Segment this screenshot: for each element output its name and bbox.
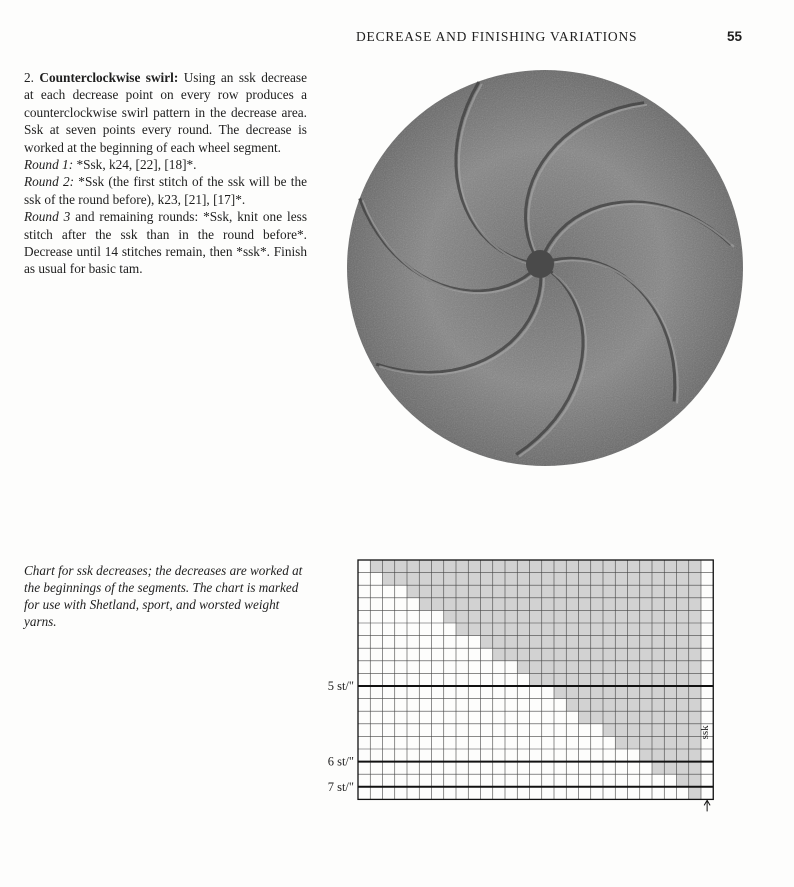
chart-shaded-cell xyxy=(628,686,640,699)
chart-shaded-cell xyxy=(505,610,517,623)
chart-shaded-cell xyxy=(652,598,664,611)
chart-shaded-cell xyxy=(542,636,554,649)
chart-shaded-cell xyxy=(640,673,652,686)
chart-shaded-cell xyxy=(542,623,554,636)
chart-shaded-cell xyxy=(456,560,468,573)
chart-shaded-cell xyxy=(603,585,615,598)
chart-shaded-cell xyxy=(615,560,627,573)
tam-crown-center xyxy=(526,250,554,278)
chart-shaded-cell xyxy=(554,610,566,623)
chart-shaded-cell xyxy=(640,699,652,712)
chart-shaded-cell xyxy=(615,699,627,712)
chart-shaded-cell xyxy=(689,787,701,800)
chart-shaded-cell xyxy=(554,636,566,649)
chart-shaded-cell xyxy=(554,585,566,598)
chart-shaded-cell xyxy=(628,610,640,623)
chart-shaded-cell xyxy=(591,573,603,586)
chart-shaded-cell xyxy=(628,585,640,598)
chart-shaded-cell xyxy=(591,711,603,724)
chart-shaded-cell xyxy=(603,598,615,611)
chart-shaded-cell xyxy=(579,661,591,674)
chart-shaded-cell xyxy=(493,573,505,586)
chart-shaded-cell xyxy=(530,636,542,649)
chart-shaded-cell xyxy=(628,648,640,661)
chart-shaded-cell xyxy=(468,585,480,598)
chart-shaded-cell xyxy=(554,623,566,636)
chart-shaded-cell xyxy=(603,636,615,649)
chart-shaded-cell xyxy=(628,661,640,674)
chart-shaded-cell xyxy=(603,686,615,699)
chart-shaded-cell xyxy=(603,661,615,674)
chart-shaded-cell xyxy=(517,585,529,598)
chart-shaded-cell xyxy=(640,585,652,598)
chart-shaded-cell xyxy=(603,673,615,686)
chart-shaded-cell xyxy=(566,686,578,699)
chart-shaded-cell xyxy=(689,762,701,775)
chart-shaded-cell xyxy=(579,560,591,573)
chart-shaded-cell xyxy=(664,661,676,674)
chart-shaded-cell xyxy=(664,673,676,686)
chart-shaded-cell xyxy=(566,673,578,686)
chart-shaded-cell xyxy=(554,661,566,674)
chart-shaded-cell xyxy=(652,699,664,712)
chart-shaded-cell xyxy=(603,610,615,623)
chart-shaded-cell xyxy=(652,648,664,661)
chart-shaded-cell xyxy=(677,774,689,787)
chart-shaded-cell xyxy=(689,673,701,686)
chart-shaded-cell xyxy=(628,699,640,712)
chart-shaded-cell xyxy=(481,598,493,611)
chart-shaded-cell xyxy=(677,636,689,649)
chart-shaded-cell xyxy=(603,623,615,636)
chart-shaded-cell xyxy=(628,598,640,611)
chart-shaded-cell xyxy=(370,560,382,573)
chart-shaded-cell xyxy=(689,560,701,573)
chart-shaded-cell xyxy=(579,610,591,623)
chart-shaded-cell xyxy=(640,623,652,636)
chart-shaded-cell xyxy=(566,598,578,611)
instruction-text xyxy=(24,69,307,278)
chart-shaded-cell xyxy=(493,636,505,649)
chart-shaded-cell xyxy=(615,610,627,623)
chart-shaded-cell xyxy=(664,573,676,586)
chart-shaded-cell xyxy=(677,736,689,749)
chart-shaded-cell xyxy=(591,636,603,649)
chart-shaded-cell xyxy=(554,560,566,573)
chart-shaded-cell xyxy=(530,673,542,686)
chart-shaded-cell xyxy=(456,573,468,586)
chart-shaded-cell xyxy=(542,585,554,598)
chart-shaded-cell xyxy=(689,749,701,762)
chart-shaded-cell xyxy=(689,636,701,649)
chart-shaded-cell xyxy=(579,648,591,661)
chart-shaded-cell xyxy=(456,623,468,636)
chart-shaded-cell xyxy=(419,585,431,598)
chart-shaded-cell xyxy=(579,598,591,611)
chart-shaded-cell xyxy=(456,585,468,598)
gauge-label: 7 st/" xyxy=(327,779,354,794)
section-paragraph xyxy=(24,69,307,156)
chart-shaded-cell xyxy=(664,648,676,661)
chart-shaded-cell xyxy=(579,623,591,636)
chart-shaded-cell xyxy=(456,610,468,623)
chart-shaded-cell xyxy=(517,648,529,661)
chart-shaded-cell xyxy=(628,711,640,724)
chart-shaded-cell xyxy=(579,573,591,586)
page-number: 55 xyxy=(727,29,743,44)
chart-shaded-cell xyxy=(566,648,578,661)
chart-shaded-cell xyxy=(664,610,676,623)
chart-shaded-cell xyxy=(591,686,603,699)
chart-shaded-cell xyxy=(677,749,689,762)
chart-shaded-cell xyxy=(481,610,493,623)
chart-caption: Chart for ssk decreases; the decreases are worked at the beginnings of the segments. The chart is marked for use with Shetland, sport, and worsted weight yarns. xyxy=(24,563,303,629)
chart-shaded-cell xyxy=(444,610,456,623)
chart-shaded-cell xyxy=(664,585,676,598)
chart-shaded-cell xyxy=(505,636,517,649)
chart-shaded-cell xyxy=(652,610,664,623)
chart-shaded-cell xyxy=(640,610,652,623)
chart-shaded-cell xyxy=(640,749,652,762)
chart-shaded-cell xyxy=(566,560,578,573)
chart-shaded-cell xyxy=(566,623,578,636)
chart-shaded-cell xyxy=(542,648,554,661)
chart-shaded-cell xyxy=(603,573,615,586)
gauge-label: 5 st/" xyxy=(327,679,354,693)
chart-shaded-cell xyxy=(677,673,689,686)
chart-shaded-cell xyxy=(664,736,676,749)
round-3: Round 3 and remaining rounds: *Ssk, knit one less stitch after the ssk than in the round before*. Decrease until 14 stitches remain, then *ssk*. Finish as usual for basic tam. xyxy=(24,209,307,277)
chart-shaded-cell xyxy=(652,636,664,649)
chart-shaded-cell xyxy=(689,699,701,712)
tam-photo xyxy=(340,64,750,470)
chart-shaded-cell xyxy=(677,661,689,674)
section-number: 2. xyxy=(24,70,34,85)
chart-shaded-cell xyxy=(530,610,542,623)
chart-shaded-cell xyxy=(542,673,554,686)
chart-shaded-cell xyxy=(517,610,529,623)
chart-shaded-cell xyxy=(603,648,615,661)
chart-shaded-cell xyxy=(530,598,542,611)
chart-shaded-cell xyxy=(689,711,701,724)
chart-shaded-cell xyxy=(677,623,689,636)
chart-shaded-cell xyxy=(689,610,701,623)
chart-shaded-cell xyxy=(652,661,664,674)
chart-shaded-cell xyxy=(579,699,591,712)
chart-shaded-cell xyxy=(542,610,554,623)
chart-shaded-cell xyxy=(493,598,505,611)
chart-shaded-cell xyxy=(640,573,652,586)
gauge-label: 6 st/" xyxy=(327,754,354,769)
chart-shaded-cell xyxy=(419,560,431,573)
chart-shaded-cell xyxy=(677,724,689,737)
chart-shaded-cell xyxy=(554,686,566,699)
chart-shaded-cell xyxy=(505,598,517,611)
chart-shaded-cell xyxy=(530,661,542,674)
chart-shaded-cell xyxy=(432,573,444,586)
chart-shaded-cell xyxy=(652,560,664,573)
chart-shaded-cell xyxy=(456,598,468,611)
chart-shaded-cell xyxy=(554,598,566,611)
chart-shaded-cell xyxy=(579,636,591,649)
chart-shaded-cell xyxy=(554,673,566,686)
chart-shaded-cell xyxy=(444,560,456,573)
chart-shaded-cell xyxy=(554,573,566,586)
chart-shaded-cell xyxy=(554,648,566,661)
chart-shaded-cell xyxy=(468,623,480,636)
chart-shaded-cell xyxy=(517,560,529,573)
chart-shaded-cell xyxy=(615,724,627,737)
chart-shaded-cell xyxy=(395,560,407,573)
chart-shaded-cell xyxy=(640,711,652,724)
chart-shaded-cell xyxy=(481,560,493,573)
chart-shaded-cell xyxy=(591,610,603,623)
chart-shaded-cell xyxy=(615,585,627,598)
chart-shaded-cell xyxy=(444,573,456,586)
chart-shaded-cell xyxy=(517,636,529,649)
chart-shaded-cell xyxy=(481,636,493,649)
chart-shaded-cell xyxy=(419,598,431,611)
chart-shaded-cell xyxy=(652,585,664,598)
chart-shaded-cell xyxy=(615,573,627,586)
chart-shaded-cell xyxy=(615,711,627,724)
chart-shaded-cell xyxy=(615,661,627,674)
round-1: Round 1: *Ssk, k24, [22], [18]*. xyxy=(24,157,197,173)
chart-shaded-cell xyxy=(530,560,542,573)
chart-shaded-cell xyxy=(664,623,676,636)
round-2: Round 2: *Ssk (the first stitch of the ssk will be the ssk of the round before), k23, [21], [17]*. xyxy=(24,174,308,207)
chart-shaded-cell xyxy=(640,724,652,737)
chart-shaded-cell xyxy=(603,724,615,737)
chart-shaded-cell xyxy=(628,636,640,649)
chart-shaded-cell xyxy=(628,560,640,573)
chart-shaded-cell xyxy=(505,560,517,573)
chart-shaded-cell xyxy=(664,598,676,611)
chart-shaded-cell xyxy=(603,711,615,724)
chart-shaded-cell xyxy=(664,686,676,699)
chart-shaded-cell xyxy=(542,560,554,573)
chart-shaded-cell xyxy=(664,699,676,712)
chart-shaded-cell xyxy=(652,623,664,636)
chart-shaded-cell xyxy=(677,686,689,699)
chart-shaded-cell xyxy=(591,598,603,611)
chart-shaded-cell xyxy=(542,598,554,611)
chart-shaded-cell xyxy=(444,598,456,611)
chart-shaded-cell xyxy=(615,636,627,649)
chart-shaded-cell xyxy=(505,648,517,661)
chart-shaded-cell xyxy=(677,648,689,661)
chart-shaded-cell xyxy=(603,699,615,712)
chart-shaded-cell xyxy=(444,585,456,598)
chart-shaded-cell xyxy=(640,686,652,699)
chart-shaded-cell xyxy=(677,560,689,573)
chart-shaded-cell xyxy=(517,598,529,611)
chart-shaded-cell xyxy=(615,686,627,699)
chart-shaded-cell xyxy=(628,623,640,636)
chart-shaded-cell xyxy=(432,598,444,611)
chart-shaded-cell xyxy=(468,610,480,623)
chart-shaded-cell xyxy=(640,598,652,611)
section-heading: Counterclockwise swirl: xyxy=(39,70,179,85)
chart-shaded-cell xyxy=(652,686,664,699)
chart-shaded-cell xyxy=(468,560,480,573)
chart-shaded-cell xyxy=(505,585,517,598)
chart-shaded-cell xyxy=(579,711,591,724)
chart-shaded-cell xyxy=(493,623,505,636)
chart-shaded-cell xyxy=(530,648,542,661)
chart-shaded-cell xyxy=(407,585,419,598)
chart-shaded-cell xyxy=(677,711,689,724)
chart-shaded-cell xyxy=(664,636,676,649)
chart-shaded-cell xyxy=(677,699,689,712)
chart-shaded-cell xyxy=(591,648,603,661)
chart-shaded-cell xyxy=(689,686,701,699)
chart-shaded-cell xyxy=(640,661,652,674)
chart-shaded-cell xyxy=(664,560,676,573)
chart-shaded-cell xyxy=(517,573,529,586)
chart-shaded-cell xyxy=(566,699,578,712)
chart-shaded-cell xyxy=(677,610,689,623)
chart-shaded-cell xyxy=(652,724,664,737)
chart-shaded-cell xyxy=(640,736,652,749)
section-intro: Using an ssk decrease at each decrease point on every row produces a counterclockwise swirl pattern in the decrease area. Ssk at seven points every round. The decrease is worked at the beginning of each wheel segment. xyxy=(24,70,307,155)
chart-shaded-cell xyxy=(579,585,591,598)
chart-shaded-cell xyxy=(481,585,493,598)
chart-shaded-cell xyxy=(628,736,640,749)
chart-shaded-cell xyxy=(591,699,603,712)
chart-shaded-cell xyxy=(566,661,578,674)
ssk-column-label: ssk xyxy=(699,725,712,740)
chart-shaded-cell xyxy=(579,686,591,699)
chart-shaded-cell xyxy=(664,749,676,762)
chart-shaded-cell xyxy=(615,623,627,636)
chart-shaded-cell xyxy=(628,724,640,737)
chart-shaded-cell xyxy=(652,711,664,724)
chart-shaded-cell xyxy=(493,560,505,573)
chart-shaded-cell xyxy=(677,585,689,598)
chart-shaded-cell xyxy=(493,585,505,598)
chart-shaded-cell xyxy=(566,636,578,649)
chart-shaded-cell xyxy=(432,560,444,573)
chart-shaded-cell xyxy=(615,673,627,686)
chart-shaded-cell xyxy=(664,711,676,724)
chart-shaded-cell xyxy=(591,661,603,674)
chart-shaded-cell xyxy=(628,573,640,586)
chart-shaded-cell xyxy=(542,573,554,586)
chart-shaded-cell xyxy=(615,648,627,661)
chart-shaded-cell xyxy=(432,585,444,598)
chart-shaded-cell xyxy=(652,762,664,775)
chart-shaded-cell xyxy=(591,560,603,573)
chart-shaded-cell xyxy=(652,673,664,686)
chart-shaded-cell xyxy=(530,585,542,598)
chart-shaded-cell xyxy=(689,774,701,787)
chart-shaded-cell xyxy=(640,636,652,649)
chart-shaded-cell xyxy=(530,573,542,586)
chart-shaded-cell xyxy=(652,736,664,749)
chart-shaded-cell xyxy=(652,573,664,586)
chart-shaded-cell xyxy=(689,585,701,598)
chart-shaded-cell xyxy=(493,648,505,661)
chart-shaded-cell xyxy=(468,598,480,611)
chart-shaded-cell xyxy=(542,661,554,674)
chart-shaded-cell xyxy=(664,762,676,775)
chart-shaded-cell xyxy=(383,573,395,586)
ssk-decrease-chart xyxy=(300,555,740,815)
running-header: DECREASE AND FINISHING VARIATIONS xyxy=(356,29,638,44)
chart-shaded-cell xyxy=(689,598,701,611)
chart-shaded-cell xyxy=(579,673,591,686)
chart-shaded-cell xyxy=(468,573,480,586)
chart-shaded-cell xyxy=(481,623,493,636)
chart-shaded-cell xyxy=(628,673,640,686)
chart-shaded-cell xyxy=(689,573,701,586)
chart-shaded-cell xyxy=(652,749,664,762)
chart-shaded-cell xyxy=(505,573,517,586)
chart-shaded-cell xyxy=(407,573,419,586)
chart-shaded-cell xyxy=(517,661,529,674)
chart-shaded-cell xyxy=(603,560,615,573)
chart-shaded-cell xyxy=(591,673,603,686)
chart-shaded-cell xyxy=(566,585,578,598)
chart-shaded-cell xyxy=(591,585,603,598)
chart-shaded-cell xyxy=(615,598,627,611)
chart-shaded-cell xyxy=(640,648,652,661)
chart-shaded-cell xyxy=(640,560,652,573)
chart-shaded-cell xyxy=(481,573,493,586)
chart-shaded-cell xyxy=(689,623,701,636)
chart-shaded-cell xyxy=(677,762,689,775)
chart-shaded-cell xyxy=(419,573,431,586)
chart-shaded-cell xyxy=(677,573,689,586)
chart-shaded-cell xyxy=(505,623,517,636)
chart-shaded-cell xyxy=(689,661,701,674)
chart-shaded-cell xyxy=(591,623,603,636)
chart-shaded-cell xyxy=(407,560,419,573)
chart-shaded-cell xyxy=(530,623,542,636)
chart-shaded-cell xyxy=(677,598,689,611)
chart-shaded-cell xyxy=(615,736,627,749)
chart-shaded-cell xyxy=(517,623,529,636)
chart-shaded-cell xyxy=(395,573,407,586)
chart-shaded-cell xyxy=(566,573,578,586)
chart-shaded-cell xyxy=(566,610,578,623)
chart-shaded-cell xyxy=(493,610,505,623)
chart-shaded-cell xyxy=(383,560,395,573)
chart-shaded-cell xyxy=(664,724,676,737)
chart-shaded-cell xyxy=(689,648,701,661)
